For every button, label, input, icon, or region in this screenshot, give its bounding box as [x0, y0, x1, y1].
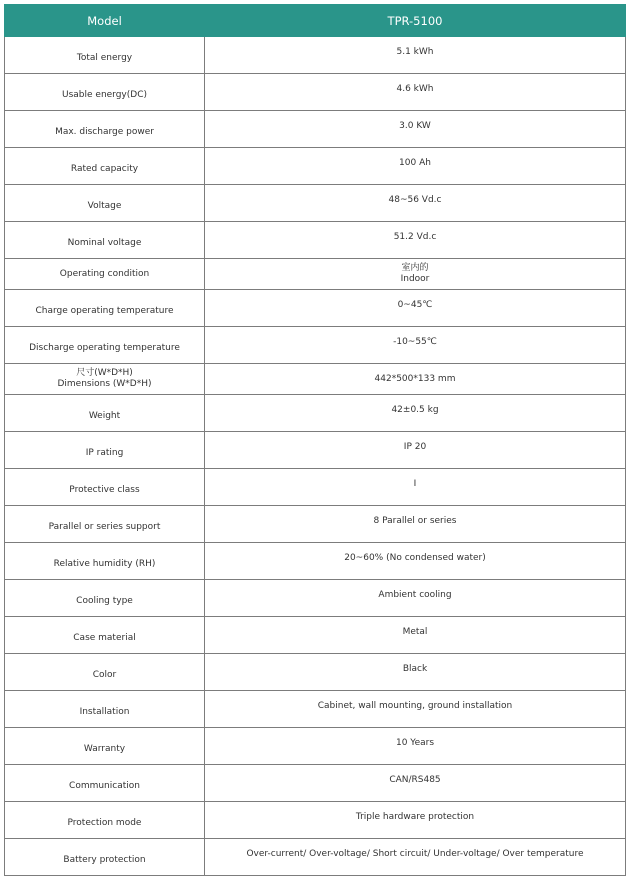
table-row	[5, 395, 626, 432]
table-row	[5, 543, 626, 580]
row-label: Battery protection	[5, 839, 205, 876]
row-label: Charge operating temperature	[5, 290, 205, 327]
row-label: Usable energy(DC)	[5, 74, 205, 111]
table-row	[5, 506, 626, 543]
row-value: 442*500*133 mm	[205, 364, 626, 395]
row-value: Triple hardware protection	[205, 802, 626, 839]
row-value: 42±0.5 kg	[205, 395, 626, 432]
row-label: Operating condition	[5, 259, 205, 290]
table-row	[5, 37, 626, 74]
row-value: 5.1 kWh	[205, 37, 626, 74]
table-row	[5, 802, 626, 839]
row-value: 0~45℃	[205, 290, 626, 327]
table-row	[5, 148, 626, 185]
table-row	[5, 259, 626, 290]
row-value-line1: 室内的	[401, 263, 429, 273]
row-value: Over-current/ Over-voltage/ Short circuit/ Under-voltage/ Over temperature	[205, 839, 626, 876]
header-model-value: TPR-5100	[205, 5, 626, 37]
table-row	[5, 432, 626, 469]
row-value: 20~60% (No condensed water)	[205, 543, 626, 580]
header-model-label: Model	[5, 5, 205, 37]
row-label: IP rating	[5, 432, 205, 469]
row-value: CAN/RS485	[205, 765, 626, 802]
table-row	[5, 111, 626, 148]
row-label: Cooling type	[5, 580, 205, 617]
row-label: Rated capacity	[5, 148, 205, 185]
row-label: Discharge operating temperature	[5, 327, 205, 364]
header-row	[5, 5, 626, 37]
table-row	[5, 580, 626, 617]
row-label-line2: Dimensions (W*D*H)	[57, 379, 152, 389]
row-value	[205, 259, 626, 290]
row-label: Parallel or series support	[5, 506, 205, 543]
table-row	[5, 222, 626, 259]
table-row	[5, 185, 626, 222]
row-value: 51.2 Vd.c	[205, 222, 626, 259]
row-value-line2: Indoor	[400, 274, 430, 284]
table-row	[5, 290, 626, 327]
table-row	[5, 691, 626, 728]
row-label: Communication	[5, 765, 205, 802]
row-label: Color	[5, 654, 205, 691]
row-label: Protective class	[5, 469, 205, 506]
row-label: Nominal voltage	[5, 222, 205, 259]
row-value: I	[205, 469, 626, 506]
row-label: Relative humidity (RH)	[5, 543, 205, 580]
row-value: 100 Ah	[205, 148, 626, 185]
row-value: 8 Parallel or series	[205, 506, 626, 543]
table-row	[5, 74, 626, 111]
row-label: Case material	[5, 617, 205, 654]
row-label: Max. discharge power	[5, 111, 205, 148]
row-label: Protection mode	[5, 802, 205, 839]
table-row	[5, 327, 626, 364]
table-row	[5, 469, 626, 506]
row-label-line1: 尺寸(W*D*H)	[76, 368, 133, 378]
table-row	[5, 728, 626, 765]
row-value: IP 20	[205, 432, 626, 469]
row-value: Ambient cooling	[205, 580, 626, 617]
row-value: 48~56 Vd.c	[205, 185, 626, 222]
row-label: Installation	[5, 691, 205, 728]
table-row	[5, 364, 626, 395]
row-value: Metal	[205, 617, 626, 654]
row-value: 10 Years	[205, 728, 626, 765]
row-label: Voltage	[5, 185, 205, 222]
table-row	[5, 617, 626, 654]
row-label: Weight	[5, 395, 205, 432]
table-row	[5, 654, 626, 691]
row-label: Warranty	[5, 728, 205, 765]
row-label: Total energy	[5, 37, 205, 74]
table-row	[5, 765, 626, 802]
row-value: Black	[205, 654, 626, 691]
row-value: Cabinet, wall mounting, ground installation	[205, 691, 626, 728]
spec-table	[4, 4, 626, 876]
row-value: 3.0 KW	[205, 111, 626, 148]
row-value: 4.6 kWh	[205, 74, 626, 111]
row-label	[5, 364, 205, 395]
row-value: -10~55℃	[205, 327, 626, 364]
table-row	[5, 839, 626, 876]
